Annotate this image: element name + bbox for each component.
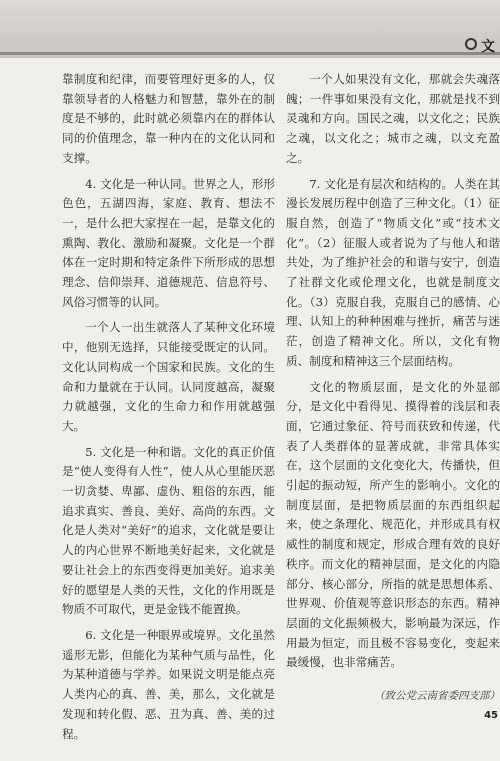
paragraph: 靠制度和纪律，而要管理好更多的人，仅靠领导者的人格魅力和智慧，靠外在的制度是不够的，此时就必须靠内在的群体认同的价值理念，靠一种内在的文化认同和支撑。 — [62, 72, 275, 165]
paragraph: 5. 文化是一种和谐。文化的真正价值是“使人变得有人性”，使人从心里能厌恶一切贪婪、卑鄙、虚伪、粗俗的东西，能追求真实、善良、美好、高尚的东西。文化是人类对“美好”的追求，文化就是要让人的内心世界不断地美好起来，文化就是要让社会上的东西变得更加美好。追求美好的愿望是人类的天性，文化的作用既是物质不可取代，更是金钱不能置换。 — [62, 444, 275, 617]
author-signature: （致公党云南省委四支部） — [374, 690, 500, 703]
header-rule — [0, 52, 500, 55]
section-title-text: 文 — [481, 39, 496, 55]
paragraph: 一个人如果没有文化，那就会失魂落魄；一件事如果没有文化，那就是找不到灵魂和方向。国民之魂，以文化之；民族之魂，以文化之；城市之魂，以文充盈之。 — [286, 72, 500, 165]
header-band — [0, 0, 500, 58]
circle-icon — [465, 38, 477, 50]
section-title — [465, 36, 496, 56]
left-column — [62, 70, 275, 750]
right-column — [286, 70, 500, 713]
paragraph: 6. 文化是一种眼界或境界。文化虽然遥形无影，但能化为某种气质与品性，化为某种道德与学养。如果说文明是能点亮人类内心的真、善、美，那么，文化就是发现和转化假、恶、丑为真、善、美的过程。 — [62, 627, 275, 741]
paragraph: 一个人一出生就落人了某种文化环境中，他别无选择，只能接受既定的认同。文化认同构成一个国家和民族。文化的生命和力量就在于认同。认同度越高，凝聚力就越强，文化的生命力和作用就越强大。 — [62, 320, 275, 433]
page-number: 45 — [484, 710, 498, 721]
paragraph: 文化的物质层面，是文化的外显部分，是文化中看得见、摸得着的浅层和表面，它通过象征、符号而获致和传递，代表了人类群体的显著成就，非常具体实在，这个层面的文化变化大，传播快，但引起的振动短，所产生的影响小。文化的制度层面，是把物质层面的东西组织起来，使之条理化、规范化，并形成具有权威性的制度和规定，形成合理有效的良好秩序。而文化的精神层面，是文化的内隐部分、核心部分，所指的就是思想体系、世界观、价值观等意识形态的东西。精神层面的文化振频极大，影响最为深远，作用最为恒定，而且极不容易变化，变起来最缓慢，也非常痛苦。 — [286, 379, 500, 670]
paragraph: 4. 文化是一种认同。世界之人，形形色色，五湖四海，家庭、教育、想法不一，是什么把大家捏在一起，是靠文化的熏陶、教化、激励和凝聚。文化是一个群体在一定时期和特定条件下所形成的思想理念、信仰崇拜、道德规范、信息符号、风俗习惯等的认同。 — [62, 176, 275, 309]
paragraph: 7. 文化是有层次和结构的。人类在其漫长发展历程中创造了三种文化。（1）征服自然，创造了“物质文化”或“技术文化”。（2）征服人或者说为了与他人和谐共处，为了维护社会的和谐与安宁，创造了社群文化或伦理文化，也就是制度文化。（3）克服自我，克服自己的感情、心理、认知上的种种困难与挫折，痛苦与迷茫，创造了精神文化。所以，文化有物质、制度和精神这三个层面结构。 — [286, 176, 500, 368]
